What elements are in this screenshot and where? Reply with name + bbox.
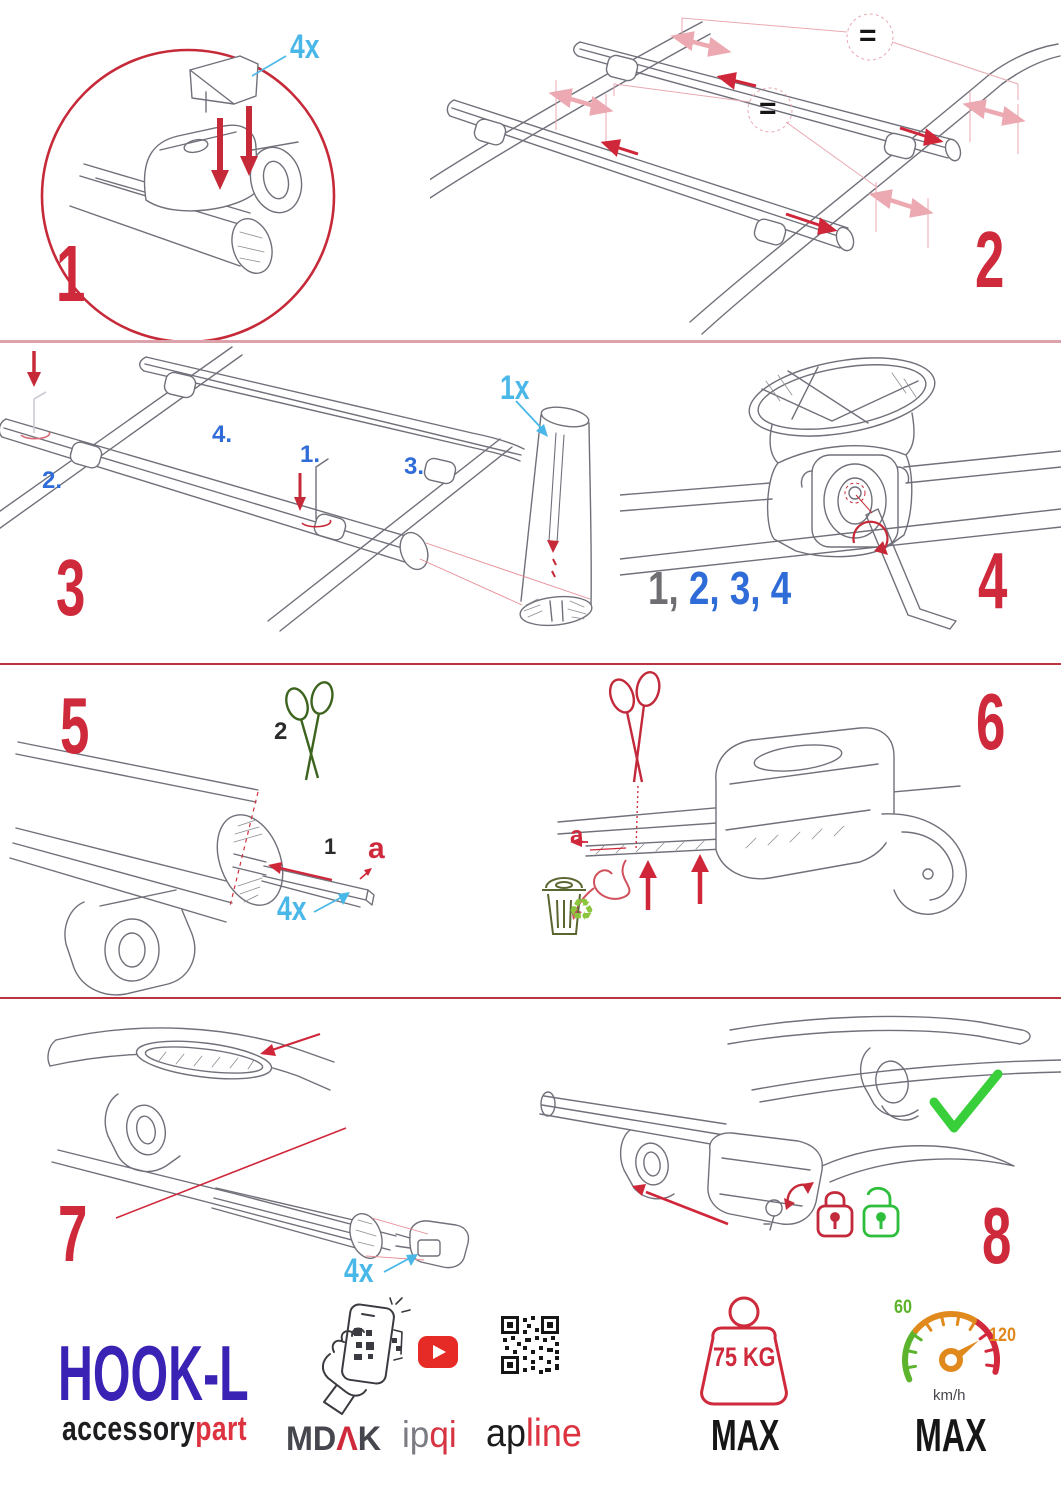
speed-unit-label: km/h [933,1387,966,1404]
cover-drawing [558,728,966,914]
apline-black: ap [486,1412,526,1455]
position-label-2: 2. [42,467,63,494]
apline-red: line [525,1412,582,1455]
cut-line [636,786,638,850]
speedometer-icon [905,1314,997,1379]
checkmark-icon [934,1074,998,1128]
position-label-1: 1. [300,441,321,468]
remove-arrows [639,854,709,910]
step2-drawing [430,0,1061,342]
press-turn-arrow [21,351,50,439]
brand-black: accessory [62,1410,196,1448]
step1-number: 1 [56,229,85,318]
bar-end-drawing [10,742,295,995]
footer [0,1290,1061,1500]
roof-rails-drawing [430,19,1060,334]
youtube-icon [418,1336,458,1368]
dimension-label: a [368,832,385,865]
step4-number: 4 [978,536,1007,625]
padlock-unlocked-icon [864,1188,898,1236]
endcap-drawing [212,1188,469,1268]
max-weight-label: MAX [711,1411,780,1460]
step6-number: 6 [976,677,1005,766]
max-speed-label: MAX [915,1409,987,1461]
step2-number: 2 [975,215,1004,304]
step-1-panel [0,0,430,342]
tighten-sequence [648,562,792,614]
bar-slot-drawing [48,1028,396,1250]
position-label-3: 3. [404,453,425,480]
step-6-panel [530,664,1061,998]
step-7-panel [0,998,530,1290]
step3-number: 3 [56,543,85,632]
scissors-icon [283,680,336,780]
padlock-locked-icon [818,1193,852,1237]
speed-max-value: 120 [989,1325,1016,1346]
step7-quantity-label: 4x [344,1252,374,1290]
recycle-icon: ♻ [568,893,595,928]
step5-number: 5 [60,681,89,770]
step8-number: 8 [982,1191,1011,1280]
brand-logo [62,1412,247,1446]
sequence-rest: 2, 3, 4 [678,562,792,614]
step-2-panel [430,0,1061,342]
logo-apline [486,1414,582,1453]
logo-mdak [286,1422,381,1456]
bracket-piece-drawing [190,56,258,112]
hex-key-ghost-icon [34,392,46,433]
qty-callout-line [384,1254,418,1272]
insert-arrow [260,1034,320,1056]
product-name: HOOK-L [58,1329,249,1417]
dimension-label: a [570,822,584,849]
brand-red: part [195,1410,247,1448]
phone-scan-icon [323,1298,410,1414]
mdak-lambda: Λ [336,1420,358,1458]
key-inside-marks [547,540,559,577]
cut-step-label: 2 [274,718,288,745]
speed-min-label: 60 [894,1297,912,1318]
step7-number: 7 [58,1189,87,1278]
scissors-icon [606,670,662,782]
crossbars-drawing [447,42,963,253]
logo-ipqi [402,1416,457,1453]
step-4-panel [620,343,1061,663]
ipqi-red: qi [429,1414,457,1455]
ipqi-gray: ip [402,1414,430,1455]
step-3-panel [0,343,620,663]
bar-end-storage-drawing [519,404,594,629]
finished-assembly-drawing [728,1016,1061,1120]
magnify-link-lines [420,543,590,605]
sequence-first: 1, [648,562,679,614]
mdak-pre: MD [286,1420,337,1458]
position-label-4: 4. [212,421,233,448]
step-5-panel [0,664,530,998]
qr-code [501,1316,559,1374]
step-8-panel [530,998,1061,1290]
equal-spacing-badge: = [859,19,877,52]
step1-quantity-label: 4x [290,28,320,66]
max-weight-value: 75 KG [713,1342,776,1372]
step3-quantity-label: 1x [500,369,530,407]
insert-step-label: 1 [324,834,337,859]
mdak-post: K [357,1420,382,1458]
qty-callout-line [314,892,350,912]
equal-spacing-badge: = [759,92,777,125]
step5-quantity-label: 4x [277,890,307,928]
